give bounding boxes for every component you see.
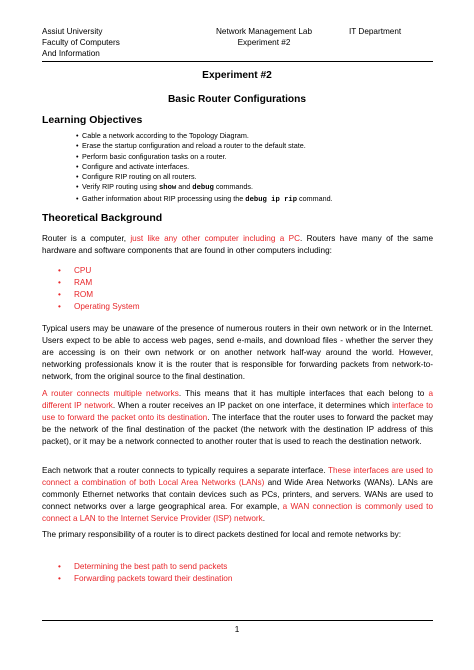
list-item bbox=[76, 194, 333, 205]
list-item bbox=[76, 182, 333, 193]
verify-text-post: commands. bbox=[213, 182, 253, 192]
multi-text-f: . The interface that the router uses to forward the packet may be the network of the final destination of the packet (the network with the destination IP address of this packet), or it may be a network connected to another router that is used to reach the destination network. bbox=[42, 412, 433, 446]
each-highlight-b: These interfaces are used to connect a combination of both Local Area Networks (LANs) bbox=[42, 466, 433, 487]
multi-text-d: . When a router receives an IP packet on one interface, it determines which bbox=[112, 400, 393, 410]
list-item: • Perform basic configuration tasks on a router. bbox=[76, 152, 333, 162]
multi-highlight-e: interface to use to forward the packet onto its destination bbox=[42, 400, 433, 422]
objectives-heading: Learning Objectives bbox=[42, 114, 143, 126]
intro-paragraph bbox=[42, 233, 433, 257]
header-faculty: Faculty of Computers bbox=[42, 38, 120, 47]
gather-text-post: command. bbox=[297, 193, 333, 203]
page-number: 1 bbox=[234, 625, 240, 634]
verify-text-pre: Verify RIP routing using bbox=[82, 182, 159, 192]
intro-text-c: . Routers have many of the same hardware and software components that are found in other computers including: bbox=[42, 234, 434, 255]
theory-heading: Theoretical Background bbox=[42, 212, 163, 224]
list-item: • Determining the best path to send packets bbox=[58, 561, 232, 573]
page-title: Experiment #2 bbox=[202, 70, 272, 81]
gather-text-pre: Gather information about RIP processing using the bbox=[82, 193, 246, 203]
list-item: • CPU bbox=[58, 265, 140, 277]
header-lab bbox=[199, 26, 329, 48]
header-department: IT Department bbox=[349, 27, 402, 36]
multi-highlight-c: a different IP network bbox=[42, 389, 434, 410]
multi-text-b: . This means that it has multiple interfaces that each belong to bbox=[178, 389, 429, 398]
header-faculty-cont: And Information bbox=[42, 49, 100, 58]
objectives-list bbox=[76, 131, 333, 205]
list-item: • Erase the startup configuration and reload a router to the default state. bbox=[76, 141, 333, 151]
header-experiment: Experiment #2 bbox=[237, 38, 291, 47]
debug-command: debug bbox=[192, 184, 214, 193]
verify-text-mid: and bbox=[176, 182, 193, 192]
header-institution bbox=[42, 26, 120, 59]
debug-ip-rip-command: debug ip rip bbox=[245, 195, 298, 204]
each-text-c: and Wide Area Networks (WANs). LANs are commonly Ethernet networks that contain devices such as PCs, printers, and servers. WANs are used to connect networks over a large geographical area. For example, bbox=[42, 477, 433, 511]
header-university: Assiut University bbox=[42, 27, 103, 36]
list-item: • Forwarding packets toward their destination bbox=[58, 573, 232, 585]
multi-highlight-a: A router connects multiple networks bbox=[42, 389, 179, 398]
list-item: • Configure RIP routing on all routers. bbox=[76, 172, 333, 182]
list-item: • Configure and activate interfaces. bbox=[76, 162, 333, 172]
intro-text-a: Router is a computer, bbox=[42, 234, 131, 243]
header-divider bbox=[42, 61, 433, 62]
users-paragraph: Typical users may be unaware of the presence of numerous routers in their own network or in the Internet. Users expect to be able to access web pages, send e-mails, and download files - whether the server they are accessing is on their own network or on another network half-way around the world. However, networking professionals know it is the router that is responsible for forwarding packets from network-to-network, from the original source to the final destination. bbox=[42, 324, 433, 381]
show-command: show bbox=[158, 184, 177, 193]
list-item: • Operating System bbox=[58, 301, 140, 313]
each-text-e: . bbox=[262, 513, 265, 523]
intro-highlight: just like any other computer including a PC bbox=[130, 234, 301, 243]
footer-divider bbox=[42, 620, 433, 621]
interfaces-paragraph bbox=[42, 465, 433, 525]
list-item: • RAM bbox=[58, 277, 140, 289]
page-subtitle: Basic Router Configurations bbox=[167, 94, 307, 105]
components-list bbox=[58, 265, 140, 313]
list-item: • ROM bbox=[58, 289, 140, 301]
multi-network-paragraph bbox=[42, 388, 433, 448]
each-text-a: Each network that a router connects to typically requires a separate interface. bbox=[42, 466, 329, 475]
primary-paragraph: The primary responsibility of a router is to direct packets destined for local and remote networks by: bbox=[42, 530, 402, 539]
responsibilities-list bbox=[58, 561, 232, 585]
header-lab-name: Network Management Lab bbox=[215, 27, 313, 36]
each-highlight-d: a WAN connection is commonly used to connect a LAN to the Internet Service Provider (ISP) network bbox=[42, 501, 434, 523]
list-item: • Cable a network according to the Topology Diagram. bbox=[76, 131, 333, 141]
